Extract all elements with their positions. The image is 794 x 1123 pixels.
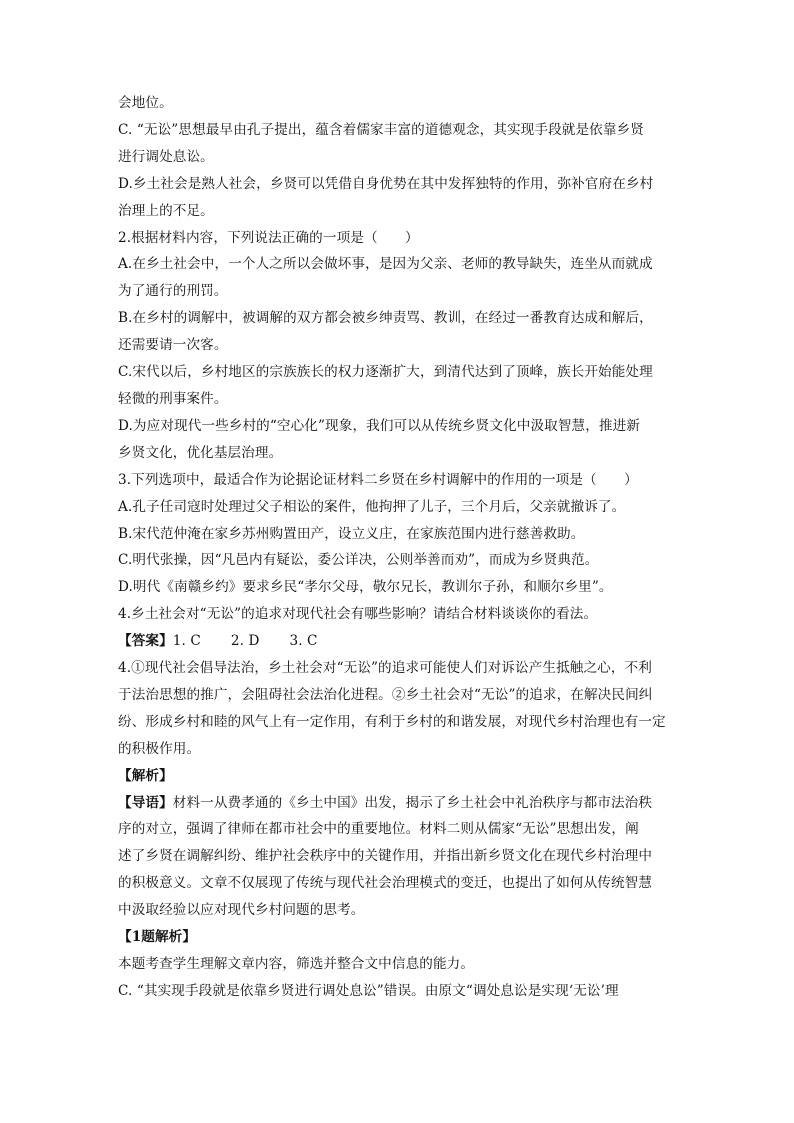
answer-4-line: 4.①现代社会倡导法治，乡土社会对“无讼”的追求可能使人们对诉讼产生抵触之心，不利 <box>118 660 652 677</box>
option-line: D.为应对现代一些乡村的“空心化”现象，我们可以从传统乡贤文化中汲取智慧，推进新 <box>118 417 641 434</box>
answer-label: 【答案】 <box>118 633 173 650</box>
question-4: 4.乡土社会对“无讼”的追求对现代社会有哪些影响？请结合材料谈谈你的看法。 <box>118 606 598 623</box>
option-line: B.宋代范仲淹在家乡苏州购置田产，设立义庄，在家族范围内进行慈善救助。 <box>118 525 585 542</box>
text-line: C. “其实现手段就是依靠乡贤进行调处息讼”错误。由原文“调处息讼是实现‘无讼’理 <box>118 982 619 999</box>
answer-4-line: 于法治思想的推广，会阻碍社会法治化进程。②乡土社会对“无讼”的追求，在解决民间纠 <box>118 686 653 703</box>
answer-4-line: 纷、形成乡村和睦的风气上有一定作用，有利于乡村的和谐发展，对现代乡村治理也有一定 <box>118 713 666 730</box>
question-3: 3.下列选项中，最适合作为论据论证材料二乡贤在乡村调解中的作用的一项是（ ） <box>118 471 638 488</box>
answer-item: 3. C <box>289 633 318 650</box>
answer-4-line: 的积极作用。 <box>118 740 201 757</box>
text-line: 会地位。 <box>118 95 173 111</box>
option-line: C.宋代以后，乡村地区的宗族族长的权力逐渐扩大，到清代达到了顶峰，族长开始能处理 <box>118 364 653 381</box>
guide-text: 材料一从费孝通的《乡土中国》出发，揭示了乡土社会中礼治秩序与都市法治秩 <box>172 794 653 811</box>
text-line: 本题考查学生理解文章内容，筛选并整合文中信息的能力。 <box>118 956 475 972</box>
guide-line: 中汲取经验以应对现代乡村问题的思考。 <box>118 902 365 919</box>
option-line: D.明代《南赣乡约》要求乡民“孝尔父母，敬尔兄长，教训尔子孙，和顺尔乡里”。 <box>118 579 613 596</box>
option-line: B.在乡村的调解中，被调解的双方都会被乡绅责骂、教训，在经过一番教育达成和解后， <box>118 310 653 327</box>
guide-line <box>118 790 678 817</box>
answer-item: 2. D <box>230 633 260 650</box>
option-line: A.在乡土社会中，一个人之所以会做坏事，是因为父亲、老师的教导缺失，连坐从而就成 <box>118 256 653 273</box>
q1-analysis-label: 【1题解析】 <box>118 929 197 946</box>
option-line: D.乡土社会是熟人社会，乡贤可以凭借自身优势在其中发挥独特的作用，弥补官府在乡村 <box>118 175 654 192</box>
guide-line: 的积极意义。文章不仅展现了传统与现代社会治理模式的变迁，也提出了如何从传统智慧 <box>118 875 653 892</box>
text-line: 还需要请一次客。 <box>118 337 228 354</box>
analysis-label: 【解析】 <box>118 767 173 784</box>
text-line: 为了通行的刑罚。 <box>118 283 228 300</box>
text-line: 乡贤文化，优化基层治理。 <box>118 444 283 461</box>
text-line: 治理上的不足。 <box>118 202 214 219</box>
option-line: C. “无讼”思想最早由孔子提出，蕴含着儒家丰富的道德观念，其实现手段就是依靠乡贤 <box>118 121 644 138</box>
text-line: 轻微的刑事案件。 <box>118 390 228 407</box>
answer-item: 1. C <box>172 633 201 650</box>
document-page <box>118 90 678 1005</box>
option-line: A.孔子任司寇时处理过父子相讼的案件，他拘押了儿子，三个月后，父亲就撤诉了。 <box>118 498 626 515</box>
guide-line: 序的对立，强调了律师在都市社会中的重要地位。材料二则从儒家“无讼”思想出发，阐 <box>118 821 639 838</box>
text-line: 进行调处息讼。 <box>118 148 214 165</box>
guide-line: 述了乡贤在调解纠纷、维护社会秩序中的关键作用，并指出新乡贤文化在现代乡村治理中 <box>118 848 653 865</box>
guide-label: 【导语】 <box>118 794 173 811</box>
answer-line <box>118 628 678 655</box>
option-line: C.明代张操，因“凡邑内有疑讼，委公详决，公则举善而劝”，而成为乡贤典范。 <box>118 552 599 569</box>
question-2: 2.根据材料内容，下列说法正确的一项是（ ） <box>118 229 419 246</box>
